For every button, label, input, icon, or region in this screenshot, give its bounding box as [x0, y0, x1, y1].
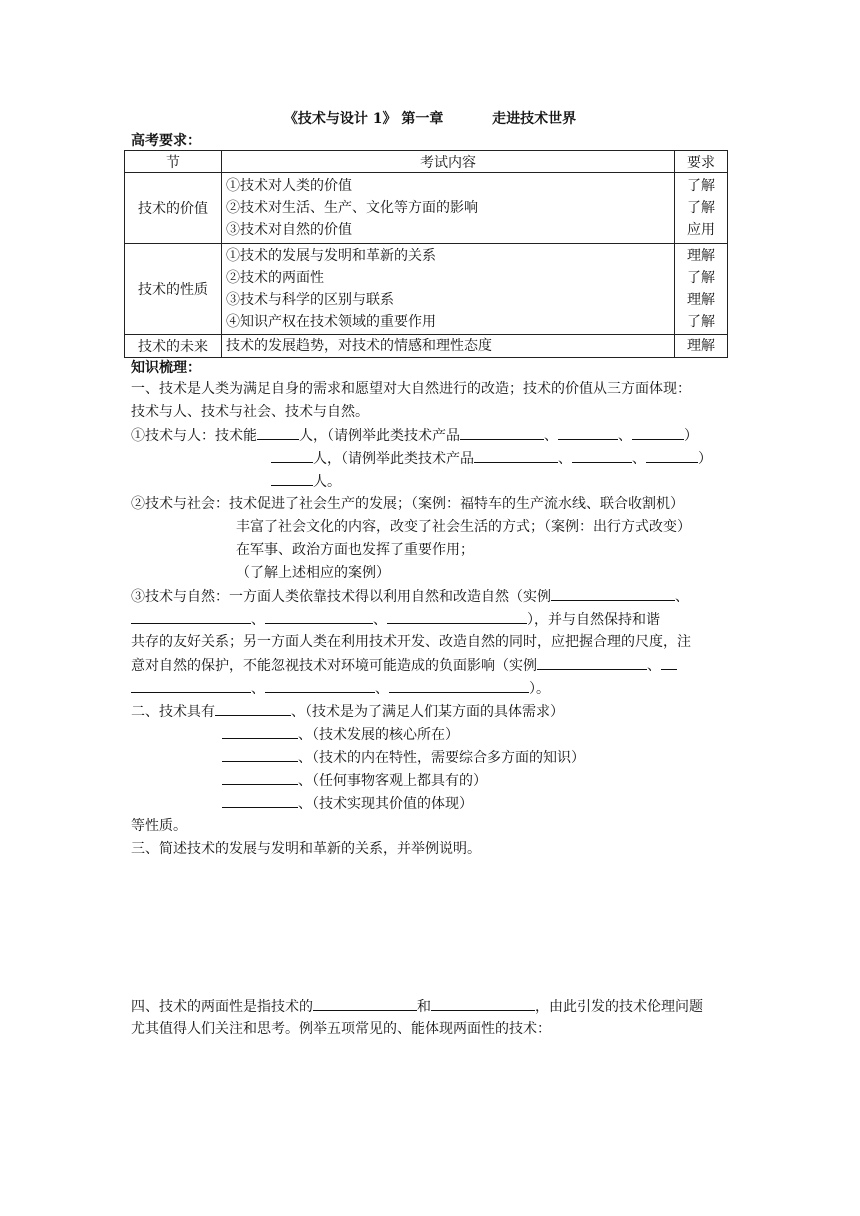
text-line — [131, 677, 550, 701]
text: 、 — [251, 681, 265, 697]
requirement-value: 了解 — [687, 314, 715, 330]
text: 、 — [373, 612, 387, 628]
text: ） — [698, 451, 712, 467]
text-line — [131, 700, 564, 724]
text-line: 在军事、政治方面也发挥了重要作用； — [236, 542, 474, 558]
text: 、（任何事物客观上都具有的） — [298, 773, 487, 789]
text-line — [222, 769, 487, 793]
fill-blank[interactable] — [222, 769, 298, 785]
row-section: 技术的未来 — [125, 335, 222, 358]
page-title: 《技术与设计 1》 第一章 走进技术世界 — [283, 111, 577, 127]
table-row — [125, 335, 728, 358]
table-row — [125, 244, 728, 335]
fill-blank[interactable] — [131, 677, 251, 693]
row-content — [222, 335, 675, 358]
row-requirements — [675, 244, 728, 335]
row-content — [222, 173, 675, 244]
text-line: ②技术与社会：技术促进了社会生产的发展；（案例：福特车的生产流水线、联合收割机） — [131, 496, 684, 512]
text: 、 — [558, 451, 572, 467]
fill-blank[interactable] — [558, 424, 618, 440]
fill-blank[interactable] — [222, 746, 298, 762]
header-section: 节 — [125, 151, 222, 173]
text: ） — [684, 428, 698, 444]
text-line: （了解上述相应的案例） — [236, 565, 390, 581]
text: ③技术与自然：一方面人类依靠技术得以利用自然和改造自然（实例 — [131, 589, 551, 605]
fill-blank[interactable] — [257, 424, 299, 440]
text-line — [222, 792, 473, 816]
fill-blank[interactable] — [265, 677, 375, 693]
content-line: 技术的发展趋势，对技术的情感和理性态度 — [226, 338, 492, 354]
requirement-value: 了解 — [687, 200, 715, 216]
text: 人。 — [313, 474, 341, 490]
text-line: 共存的友好关系；另一方面人类在利用技术开发、改造自然的同时，应把握合理的尺度，注 — [131, 634, 691, 650]
table-row — [125, 173, 728, 244]
fill-blank[interactable] — [572, 447, 632, 463]
requirement-value: 应用 — [687, 222, 715, 238]
requirement-value: 了解 — [687, 178, 715, 194]
requirement-value: 理解 — [687, 292, 715, 308]
fill-blank[interactable] — [271, 470, 313, 486]
text-line — [131, 585, 689, 609]
text-line — [271, 447, 712, 471]
header-content: 考试内容 — [222, 151, 675, 173]
fill-blank[interactable] — [222, 792, 298, 808]
text: 、 — [618, 428, 632, 444]
row-content — [222, 244, 675, 335]
text-line: 三、简述技术的发展与发明和革新的关系，并举例说明。 — [131, 841, 481, 857]
content-line: ②技术的两面性 — [226, 270, 324, 286]
text: 、（技术发展的核心所在） — [298, 727, 459, 743]
text-line — [271, 470, 341, 494]
text: 人，（请例举此类技术产品 — [313, 451, 474, 467]
text-line: 技术与人、技术与社会、技术与自然。 — [131, 404, 369, 420]
header-requirement: 要求 — [675, 151, 728, 173]
text: 、 — [251, 612, 265, 628]
fill-blank[interactable] — [387, 608, 527, 624]
row-requirements — [675, 335, 728, 358]
fill-blank[interactable] — [389, 677, 529, 693]
fill-blank[interactable] — [551, 585, 675, 601]
fill-blank[interactable] — [431, 995, 535, 1011]
fill-blank[interactable] — [460, 424, 544, 440]
text: ），并与自然保持和谐 — [527, 612, 660, 628]
text: 和 — [417, 999, 431, 1015]
fill-blank[interactable] — [271, 447, 313, 463]
text: 、（技术是为了满足人们某方面的具体需求） — [291, 704, 564, 720]
row-section: 技术的价值 — [125, 173, 222, 244]
text: 、 — [647, 658, 661, 674]
text: ①技术与人：技术能 — [131, 428, 257, 444]
text: 、（技术的内在特性，需要综合多方面的知识） — [298, 750, 585, 766]
text-line: 尤其值得人们关注和思考。例举五项常见的、能体现两面性的技术： — [131, 1021, 551, 1037]
fill-blank[interactable] — [313, 995, 417, 1011]
row-section: 技术的性质 — [125, 244, 222, 335]
row-requirements — [675, 173, 728, 244]
content-line: ④知识产权在技术领域的重要作用 — [226, 314, 436, 330]
text-line — [131, 654, 677, 678]
text-line — [131, 608, 660, 632]
text-line: 一、技术是人类为满足自身的需求和愿望对大自然进行的改造；技术的价值从三方面体现： — [131, 381, 691, 397]
text-line — [131, 995, 703, 1019]
text: 、 — [375, 681, 389, 697]
text-line: 丰富了社会文化的内容，改变了社会生活的方式；（案例：出行方式改变） — [236, 519, 691, 535]
fill-blank[interactable] — [265, 608, 373, 624]
section-heading-requirements: 高考要求： — [131, 133, 201, 149]
text: ，由此引发的技术伦理问题 — [535, 999, 703, 1015]
fill-blank[interactable] — [661, 654, 677, 670]
requirement-value: 了解 — [687, 270, 715, 286]
fill-blank[interactable] — [222, 723, 298, 739]
text: 人，（请例举此类技术产品 — [299, 428, 460, 444]
content-line: ②技术对生活、生产、文化等方面的影响 — [226, 200, 478, 216]
text: 意对自然的保护，不能忽视技术对环境可能造成的负面影响（实例 — [131, 658, 537, 674]
text-line — [222, 746, 585, 770]
requirement-value: 理解 — [687, 338, 715, 354]
content-line: ③技术与科学的区别与联系 — [226, 292, 394, 308]
text-line: 等性质。 — [131, 818, 187, 834]
text: 四、技术的两面性是指技术的 — [131, 999, 313, 1015]
fill-blank[interactable] — [632, 424, 684, 440]
text: 、 — [675, 589, 689, 605]
requirements-table — [124, 150, 728, 358]
text: 、 — [544, 428, 558, 444]
content-line: ①技术对人类的价值 — [226, 178, 352, 194]
fill-blank[interactable] — [131, 608, 251, 624]
fill-blank[interactable] — [646, 447, 698, 463]
table-header-row — [125, 151, 728, 173]
text: 、 — [632, 451, 646, 467]
fill-blank[interactable] — [474, 447, 558, 463]
fill-blank[interactable] — [537, 654, 647, 670]
text: ）。 — [529, 681, 550, 697]
text: 、（技术实现其价值的体现） — [298, 796, 473, 812]
content-line: ③技术对自然的价值 — [226, 222, 352, 238]
text-line — [131, 424, 698, 448]
section-heading-knowledge: 知识梳理： — [131, 360, 201, 376]
text-line — [222, 723, 459, 747]
fill-blank[interactable] — [215, 700, 291, 716]
content-line: ①技术的发展与发明和革新的关系 — [226, 248, 436, 264]
requirement-value: 理解 — [687, 248, 715, 264]
text: 二、技术具有 — [131, 704, 215, 720]
